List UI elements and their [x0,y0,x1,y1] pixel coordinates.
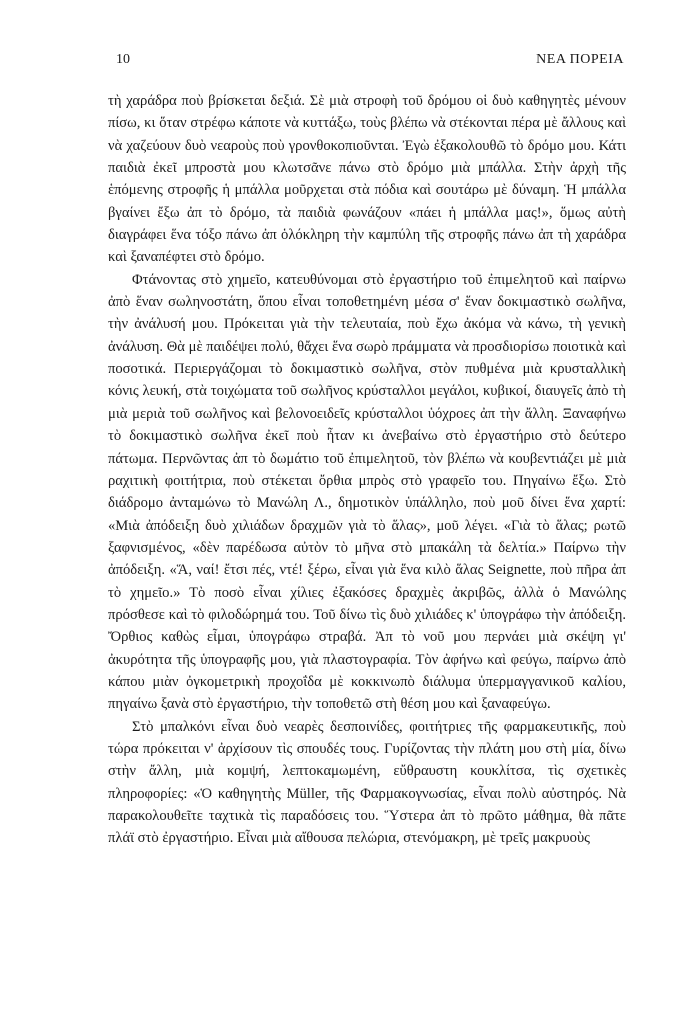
body-text [108,90,626,850]
paragraph: Στὸ μπαλκόνι εἶναι δυὸ νεαρὲς δεσποινίδες, φοιτήτριες τῆς φαρμακευτικῆς, ποὺ τώρα πρόκειται ν' ἀρχίσουν τὶς σπουδές τους. Γυρίζοντας τὴν πλάτη μου στὴ μία, δίνω στὴν ἄλλη, μιὰ κομψή, λεπτοκαμωμένη, εὔθραυστη κουκλίτσα, τὶς σχετικὲς πληροφορίες: «Ὁ καθηγητὴς Müller, τῆς Φαρμακογνωσίας, εἶναι πολὺ αὐστηρός. Νὰ παρακολουθεῖτε ταχτικὰ τὶς παραδόσεις του. Ὕστερα ἀπ τὸ πρῶτο μάθημα, θὰ πᾶτε πλάϊ στὸ ἐργαστήριο. Εἶναι μιὰ αἴθουσα πελώρια, στενόμακρη, μὲ τρεῖς μακρυοὺς [108,718,626,847]
paragraph: Φτάνοντας στὸ χημεῖο, κατευθύνομαι στὸ ἐργαστήριο τοῦ ἐπιμελητοῦ καὶ παίρνω ἀπὸ ἕναν σωληνοστάτη, ὅπου εἶναι τοποθετημένη μέσα σ' ἕναν δοκιμαστικὸ σωλῆνα, τὴν ἀνάλυσή μου. Πρόκειται γιὰ τὴν τελευταία, ποὺ ἔχω ἀκόμα νὰ κάνω, τὴ γενικὴ ἀνάλυση. Θὰ μὲ παιδέψει πολύ, θἄχει ἕνα σωρὸ πράμματα νὰ προσδιορίσω ποιοτικὰ καὶ ποσοτικά. Περιεργάζομαι τὸ δοκιμαστικὸ σωλῆνα, στὸν πυθμένα μιὰ κρυσταλλικὴ κόνις λευκή, στὰ τοιχώματα τοῦ σωλῆνος κρύσταλλοι μεγάλοι, κυβικοί, διαυγεῖς ἀπὸ τὴ μιὰ μεριὰ τοῦ σωλῆνος καὶ βελονοειδεῖς κρύσταλλοι ὑόχροες ἀπ τὴν ἄλλη. Ξαναφήνω τὸ δοκιμαστικὸ σωλῆνα ἐκεῖ ποὺ ἦταν κι ἀνεβαίνω στὸ ἐργαστήριο στὸ δεύτερο πάτωμα. Περνῶντας ἀπ τὸ δωμάτιο τοῦ ἐπιμελητοῦ, τὸν βλέπω νὰ κουβεντιάζει μὲ μιὰ ραχιτικὴ φοιτήτρια, ποὺ στέκεται ὄρθια μπρὸς στὸ γραφεῖο του. Πηγαίνω ἔξω. Στὸ διάδρομο ἀνταμώνω τὸ Μανώλη Λ., δημοτικὸν ὑπάλληλο, ποὺ μοῦ δίνει ἕνα χαρτί: «Μιὰ ἀπόδειξη δυὸ χιλιάδων δραχμῶν γιὰ τὸ ἅλας», μοῦ λέγει. «Γιὰ τὸ ἅλας; ρωτῶ ξαφνισμένος, «δὲν παρέδωσα αὐτὸν τὸ μῆνα στὸ μπακάλη τὰ δελτία.» Παίρνω τὴν ἀπόδειξη. «Ἅ, ναί! ἔτσι πές, ντέ! ξέρω, εἶναι γιὰ ἕνα κιλὸ ἅλας Seignette, ποὺ πῆρα ἀπ τὸ χημεῖο.» Τὸ ποσὸ εἶναι χίλιες ἐξακόσες δραχμὲς ἀκριβῶς, ἀλλὰ ὁ Μανώλης πρόσθεσε καὶ τὸ φιλοδώρημά του. Τοῦ δίνω τὶς δυὸ χιλιάδες κ' ὑπογράφω τὴν ἀπόδειξη. Ὄρθιος καθὼς εἶμαι, ὑπογράφω στραβά. Ἀπ τὸ νοῦ μου περνάει μιὰ σκέψη γι' ἀκυρότητα τῆς ὑπογραφῆς μου, γιὰ πλαστογραφία. Τὸν ἀφήνω καὶ φεύγω, παίρνω ἀπὸ κάπου μιὰν ὀγκομετρικὴ προχοΐδα μὲ κοκκινωπὸ διάλυμα ὑπερμαγγανικοῦ καλίου, πηγαίνω ξανὰ στὸ ἐργαστήριο, τὴν τοποθετῶ στὴ θέση μου καὶ ξαναφεύγω. [108,271,626,713]
running-head [116,52,624,72]
page-number: 10 [116,52,130,67]
journal-title: ΝΕΑ ΠΟΡΕΙΑ [536,52,624,67]
paragraph: τὴ χαράδρα ποὺ βρίσκεται δεξιά. Σὲ μιὰ στροφὴ τοῦ δρόμου οἱ δυὸ καθηγητὲς μένουν πίσω, κι ὅταν στρέφω κάποτε νὰ κυττάξω, τοὺς βλέπω νὰ στέκονται πέρα μὲ ἄλλους καὶ νὰ χαζεύουν δυὸ νεαροὺς ποὺ γρονθοκοπιοῦνται. Ἐγὼ ἐξακολουθῶ τὸ δρόμο μου. Κάτι παιδιὰ ἐκεῖ μπροστὰ μου κλωτσᾶνε πάνω στὸ δρόμο μιὰ μπάλλα. Στὴν ἀρχὴ τῆς ἑπόμενης στροφῆς ἡ μπάλλα μοῦρχεται στὰ πόδια καὶ σουτάρω μὲ δύναμη. Ἡ μπάλλα βγαίνει ἔξω ἀπ τὸ δρόμο, τὰ παιδιὰ φωνάζουν «πάει ἡ μπάλλα μας!», ὅμως αὐτὴ διαγράφει ἕνα τόξο πάνω ἀπ ὁλόκληρη τὴν καμπύλη τῆς στροφῆς πάνω ἀπ τὴ χαράδρα καὶ ξαναπέφτει στὸ δρόμο. [108,93,626,266]
